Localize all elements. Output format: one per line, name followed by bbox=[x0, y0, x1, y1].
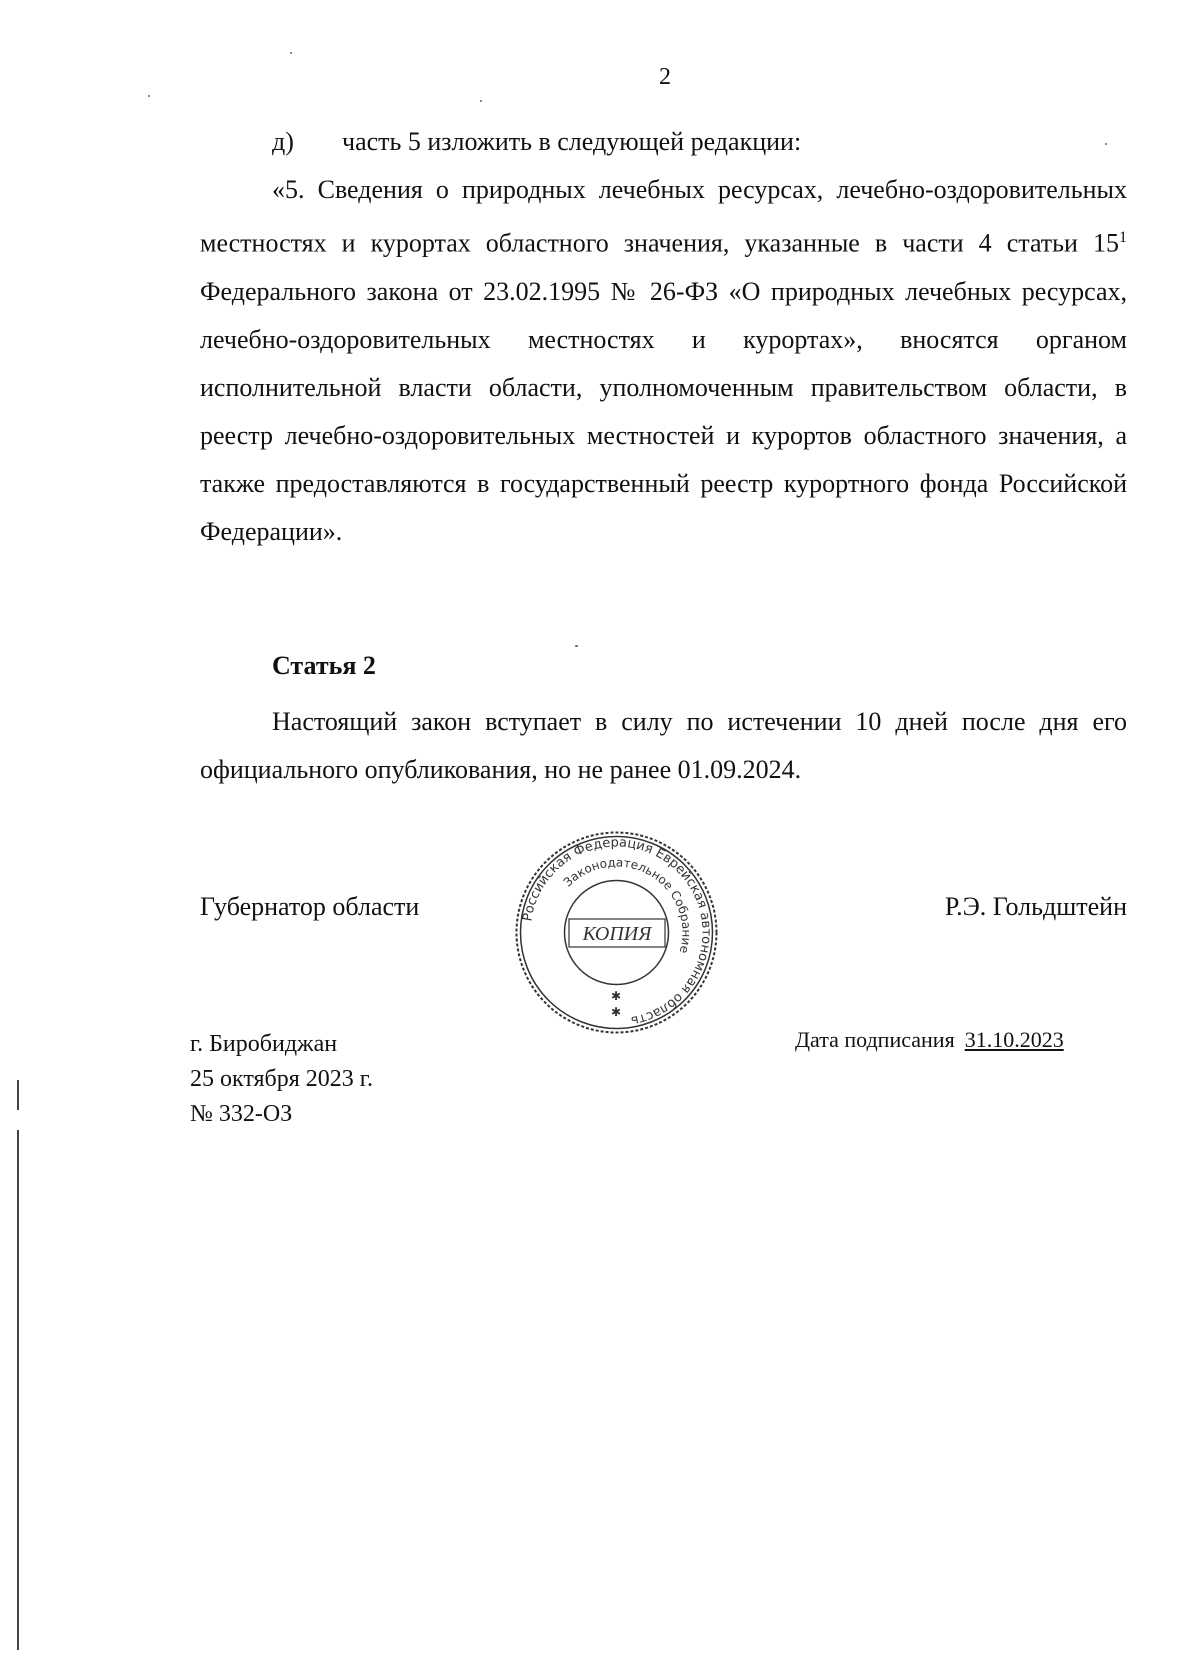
item-d-text: часть 5 изложить в следующей редакции: bbox=[342, 127, 802, 156]
signing-date bbox=[795, 1027, 1064, 1053]
scan-edge-line bbox=[17, 1080, 19, 1110]
scan-edge-line bbox=[17, 1130, 19, 1650]
city-name: г. Биробиджан bbox=[190, 1031, 338, 1057]
scan-speck bbox=[148, 95, 150, 97]
official-seal bbox=[514, 830, 719, 1035]
document-body bbox=[200, 118, 1127, 556]
paragraph-5-text: «5. Сведения о природных лечебных ресурсах, лечебно-оздоровительных местностях и курортах областного значения, указанные в части 4 статьи 15 bbox=[200, 175, 1127, 258]
law-number: № 332-ОЗ bbox=[190, 1101, 293, 1127]
law-date: 25 октября 2023 г. bbox=[190, 1066, 373, 1092]
seal-outer-text: Российская Федерация Еврейская автономная область bbox=[520, 835, 714, 1029]
seal-inner-text: Законодательное Собрание bbox=[560, 855, 694, 955]
page-number: 2 bbox=[659, 64, 671, 90]
item-d bbox=[200, 118, 1127, 166]
item-d-letter: д) bbox=[272, 127, 294, 156]
place-date-number bbox=[190, 1027, 373, 1132]
signing-date-value: 31.10.2023 bbox=[964, 1027, 1064, 1052]
paragraph-5-sup: 1 bbox=[1119, 229, 1127, 246]
article-2-text: Настоящий закон вступает в силу по истечении 10 дней после дня его официального опубликования, но не ранее 01.09.2024. bbox=[200, 707, 1127, 784]
seal-center-text: КОПИЯ bbox=[582, 923, 652, 945]
svg-text:✱: ✱ bbox=[610, 989, 622, 1003]
governor-position: Губернатор области bbox=[200, 892, 420, 921]
paragraph-5 bbox=[200, 166, 1127, 556]
scan-speck bbox=[290, 52, 292, 54]
scan-speck bbox=[480, 100, 482, 102]
signing-date-label: Дата подписания bbox=[795, 1027, 955, 1052]
scan-speck bbox=[575, 645, 578, 647]
governor-name: Р.Э. Гольдштейн bbox=[944, 892, 1127, 921]
article-2-heading: Статья 2 bbox=[272, 651, 376, 680]
svg-text:✱: ✱ bbox=[610, 1005, 622, 1019]
scan-speck bbox=[1105, 143, 1107, 145]
paragraph-5-rest: Федерального закона от 23.02.1995 № 26-ФЗ «О природных лечебных ресурсах, лечебно-оздоровительных местностях и курортах», вносятся органом исполнительной власти области, уполномоченным правительством области, в реестр лечебно-оздоровительных местностей и курортов областного значения, а также предоставляются в государственный реестр курортного фонда Российской Федерации». bbox=[200, 276, 1127, 546]
